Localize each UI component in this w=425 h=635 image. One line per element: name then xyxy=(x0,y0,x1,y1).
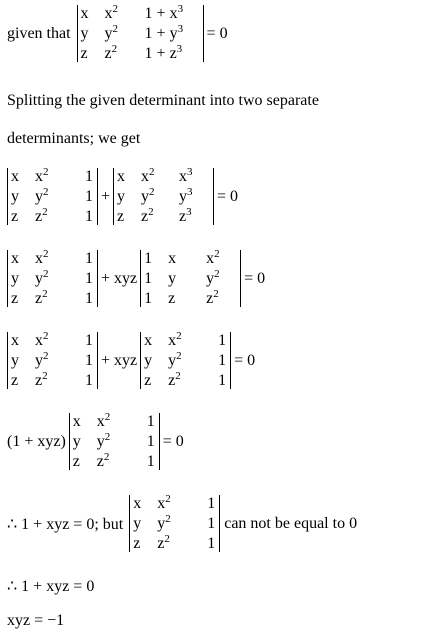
determinant-b: 1 x $x^2$ 1 y $y^2$ 1 z $z^2$ xyxy=(140,250,241,307)
determinant-a: x $x^2$ 1 y $y^2$ 1 z $z^2$ 1 xyxy=(7,168,98,225)
determinant-b: x $x^2$ $x^3$ y $y^2$ $y^3$ z $z^2$ $z^3$ xyxy=(113,168,214,225)
det-cell: $y^2$ xyxy=(104,23,119,42)
plus-xyz: + xyz xyxy=(101,269,138,287)
step-6-result: ∴ 1 + xyz = 0 xyxy=(7,578,95,595)
det-cell: $x^2$ xyxy=(104,3,119,22)
equals-zero: = 0 xyxy=(244,269,266,287)
given-label: given that xyxy=(7,24,71,42)
explanation-line-2: determinants; we get xyxy=(7,130,141,147)
plus-sign: + xyxy=(101,187,111,205)
det-cell: $1 + y^3$ xyxy=(144,23,184,42)
plus-xyz: + xyz xyxy=(101,351,138,369)
determinant: x $x^2$ 1 y $y^2$ 1 z $z^2$ 1 xyxy=(129,495,220,552)
step-2-equation xyxy=(7,250,268,307)
det-cell: $1 + z^3$ xyxy=(144,43,183,62)
determinant-a: x $x^2$ 1 y $y^2$ 1 z $z^2$ 1 xyxy=(7,250,98,307)
given-equation xyxy=(7,5,231,62)
determinant-a: x $x^2$ 1 y $y^2$ 1 z $z^2$ 1 xyxy=(7,332,98,389)
step-4-equation xyxy=(7,413,187,470)
explanation-line-1: Splitting the given determinant into two separate xyxy=(7,92,319,109)
equals-zero: = 0 xyxy=(234,351,256,369)
det-cell: $z^2$ xyxy=(104,43,118,62)
det-cell: $1 + x^3$ xyxy=(144,3,184,22)
final-answer: xyz = −1 xyxy=(7,612,65,629)
determinant: x $x^2$ 1 y $y^2$ 1 z $z^2$ 1 xyxy=(69,413,160,470)
det-cell: x xyxy=(80,5,89,22)
given-determinant xyxy=(77,5,204,62)
equals-zero: = 0 xyxy=(217,187,239,205)
therefore-statement: ∴ 1 + xyz = 0; but xyxy=(7,515,124,533)
det-cell: z xyxy=(80,45,88,62)
step-3-equation xyxy=(7,332,258,389)
equals-zero: = 0 xyxy=(162,432,184,450)
step-1-equation xyxy=(7,168,241,225)
determinant-b: x $x^2$ 1 y $y^2$ 1 z $z^2$ 1 xyxy=(140,332,231,389)
not-equal-statement: can not be equal to 0 xyxy=(224,514,358,532)
step-5-equation xyxy=(7,495,357,552)
factor-label: (1 + xyz) xyxy=(7,432,66,450)
equals-zero: = 0 xyxy=(206,24,228,42)
det-cell: y xyxy=(80,25,89,42)
